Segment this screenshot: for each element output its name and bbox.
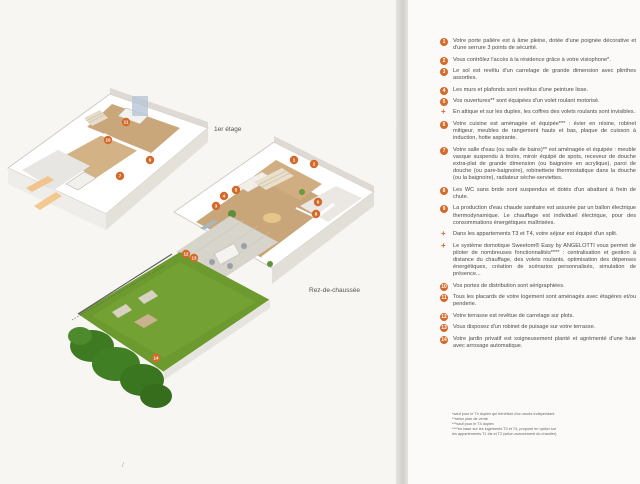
feature-item (440, 240, 636, 279)
svg-text:5: 5 (234, 187, 238, 193)
feature-number-badge: 3 (440, 68, 448, 76)
footnote: *sauf pour le T4 duplex qui bénéficie d'un accès indépendant (452, 412, 555, 416)
feature-number-badge: 4 (440, 87, 448, 95)
marker-8 (312, 210, 320, 218)
feature-item (440, 324, 636, 331)
footnote: **selon plan de vente (452, 417, 488, 421)
feature-text: Vous disposez d'un robinet de puisage sur votre terrasse. (453, 324, 596, 331)
footnote: ****en base sur les logements T3 et T4, proposé en option sur (452, 427, 557, 431)
feature-number-badge: 6 (440, 121, 448, 129)
feature-number-badge: 2 (440, 57, 448, 65)
feature-item (440, 121, 636, 143)
feature-number-badge: 13 (441, 325, 447, 332)
marker-9 (146, 156, 154, 164)
feature-number-badge: 11 (441, 295, 447, 302)
feature-item (440, 283, 636, 290)
marker-6 (314, 198, 322, 206)
feature-text: Votre cuisine est aménagée et équipée*** : évier en résine, robinet mitigeur, meubles de rangement hauts et bas, plaque de cuisson à induction, hotte aspirante. (453, 120, 636, 142)
feature-item (440, 187, 636, 201)
feature-text: Vous contrôlez l'accès à la résidence grâce à votre visiophone*. (453, 56, 611, 63)
svg-text:11: 11 (123, 119, 129, 125)
svg-text:10: 10 (105, 137, 111, 143)
plus-icon: + (441, 229, 446, 239)
svg-text:8: 8 (314, 211, 318, 217)
feature-item (440, 205, 636, 227)
svg-text:13: 13 (191, 255, 197, 261)
feature-item (440, 336, 636, 350)
features-list (440, 38, 636, 354)
svg-text:7: 7 (118, 173, 122, 179)
feature-number-badge: 9 (440, 205, 448, 213)
feature-item (440, 68, 636, 82)
feature-item (440, 313, 636, 320)
feature-number-badge: 5 (440, 98, 448, 106)
svg-text:3: 3 (214, 203, 218, 209)
feature-item (440, 147, 636, 183)
svg-text:14: 14 (153, 355, 159, 361)
feature-text: Vos portes de distribution sont sérigraphiées. (453, 282, 565, 289)
footnote: ***sauf pour le T4 duplex (452, 422, 494, 426)
feature-text: Votre jardin privatif est soigneusement planté et agrémenté d'une haie avec arrosage automatique. (453, 335, 636, 349)
svg-text:2: 2 (312, 161, 316, 167)
marker-14 (152, 354, 160, 362)
feature-item (440, 57, 636, 64)
feature-number-badge: 10 (441, 283, 447, 290)
marker-4 (220, 192, 228, 200)
feature-item (440, 231, 636, 238)
feature-text: Dans les appartements T3 et T4, votre séjour est équipé d'un split. (453, 231, 618, 238)
feature-item (440, 38, 636, 52)
feature-text: Votre salle d'eau (ou salle de bains)** est aménagée et équipée : meuble vasque suspendu à tiroirs, miroir équipé de spots, receveur de douche extra-plat de grande dimension (ou baignoire en acrylique), paroi de douche (ou pare-baignoire), robinetterie thermostatique dans la douche (ou la baignoire), radiateur sèche-serviettes. (453, 146, 636, 182)
marker-1 (290, 156, 298, 164)
svg-text:1: 1 (292, 157, 296, 163)
svg-text:9: 9 (148, 157, 152, 163)
feature-text: Vos ouvertures** sont équipées d'un volet roulant motorisé. (453, 97, 600, 104)
feature-item (440, 98, 636, 105)
feature-text: Tous les placards de votre logement sont aménagés avec étagères et/ou penderie. (453, 294, 636, 308)
feature-text: Les WC sans bride sont suspendus et dotés d'un abattant à frein de chute. (453, 186, 636, 200)
svg-text:6: 6 (316, 199, 320, 205)
marker-12 (182, 250, 190, 258)
feature-item (440, 294, 636, 308)
plus-icon: + (441, 240, 446, 250)
feature-number-badge: 8 (440, 187, 448, 195)
feature-item (440, 109, 636, 116)
footnote: les appartements T1 bis et T2 (selon avancement du chantier) (452, 432, 557, 436)
marker-11 (122, 118, 130, 126)
feature-number-badge: 7 (440, 147, 448, 155)
feature-text: Votre porte palière est à âme pleine, dotée d'une poignée décorative et d'une serrure 3 points de sécurité. (453, 38, 636, 52)
feature-text: La production d'eau chaude sanitaire est assurée par un ballon électrique thermodynamique. Le chauffage est individuel électrique, pour des consommations énergétiques maîtrisées. (453, 205, 636, 226)
plus-icon: + (441, 107, 446, 117)
svg-text:4: 4 (222, 193, 226, 199)
first-floor-label: 1er étage (214, 126, 242, 133)
feature-number-badge: 12 (441, 313, 447, 320)
marker-10 (104, 136, 112, 144)
svg-text:12: 12 (183, 251, 189, 257)
marker-5 (232, 186, 240, 194)
marker-3 (212, 202, 220, 210)
feature-number-badge: 14 (441, 336, 447, 343)
footnotes (452, 412, 632, 437)
feature-item (440, 87, 636, 94)
feature-text: Les murs et plafonds sont revêtus d'une peinture lisse. (453, 86, 589, 93)
feature-text: Votre terrasse est revêtue de carrelage sur plots. (453, 312, 574, 319)
feature-text: Le sol est revêtu d'un carrelage de grande dimension avec plinthes assorties. (453, 67, 636, 82)
marker-13 (190, 254, 198, 262)
marker-7 (116, 172, 124, 180)
terrace-and-garden (68, 216, 278, 408)
marker-2 (310, 160, 318, 168)
feature-text: En attique et sur les duplex, les coffres des volets roulants sont invisibles. (453, 109, 636, 116)
footer-mark: / (122, 462, 124, 469)
ground-floor-label: Rez-de-chaussée (309, 287, 360, 294)
feature-number-badge: 1 (440, 38, 448, 46)
feature-text: Le système domotique Sweetom® Easy by ANGELOTTI vous permet de piloter de nombreuses fonctionnalités**** : centralisation et gestion à distance du chauffage, des volets roulants, optimisation des dépenses énergétiques, création de scénarios personnalisés, simulation de présence... (453, 242, 636, 278)
